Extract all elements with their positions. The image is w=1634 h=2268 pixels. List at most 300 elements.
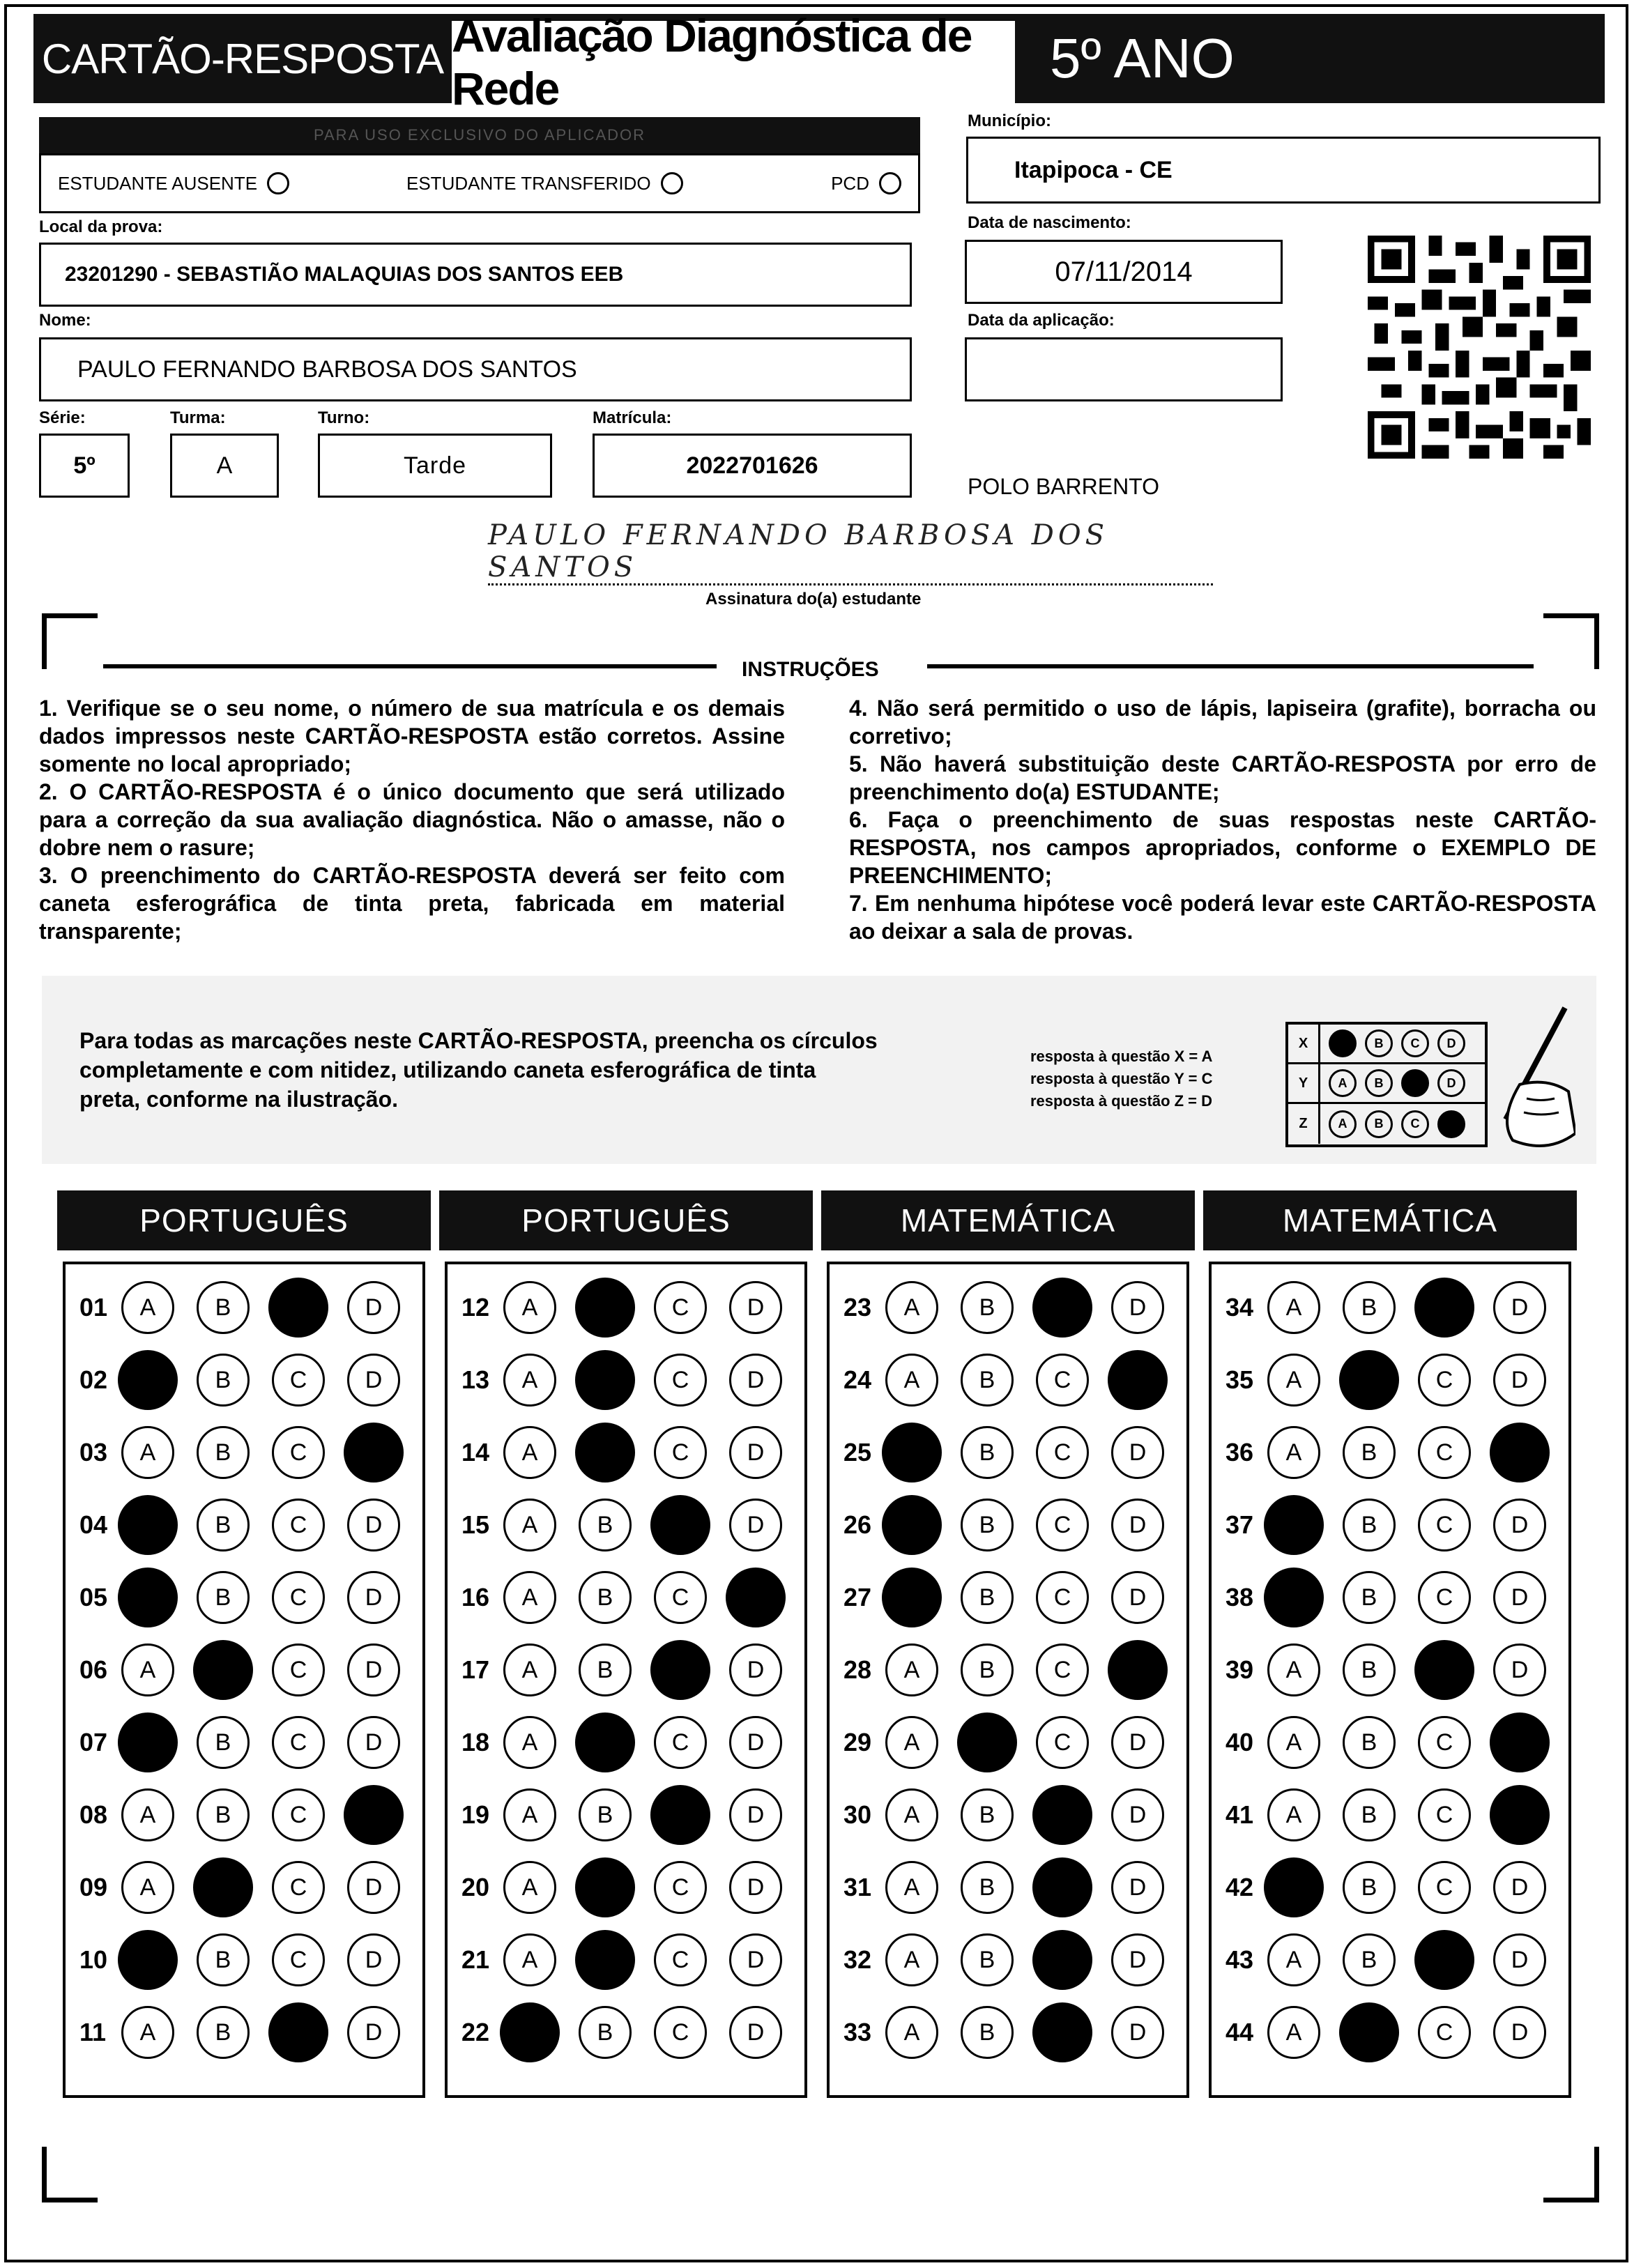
answer-bubble[interactable]: A [503,1933,556,1986]
question-row [448,1851,804,1924]
answer-bubble[interactable]: B [197,1354,250,1407]
answer-bubble[interactable]: A [1267,1426,1320,1479]
answer-bubble[interactable]: A [885,2006,938,2059]
answer-bubble[interactable]: A [503,1281,556,1334]
answer-bubble[interactable]: B [961,1281,1014,1334]
answer-bubble[interactable]: C [1036,1643,1089,1696]
answer-bubble[interactable]: C [654,1426,707,1479]
answer-bubble[interactable]: C [654,1281,707,1334]
question-number: 42 [1226,1873,1254,1901]
answer-bubble[interactable]: A [1267,1716,1320,1769]
answer-bubble[interactable]: A [121,1788,174,1841]
answer-bubble-filled[interactable] [575,1930,635,1990]
example-line: resposta à questão Z = D [1030,1092,1213,1110]
answer-bubble[interactable]: B [1343,1643,1396,1696]
answer-bubble[interactable]: C [654,1354,707,1407]
answer-bubble[interactable]: C [654,2006,707,2059]
answer-bubble[interactable]: B [579,1499,632,1551]
answer-bubble[interactable]: C [272,1933,325,1986]
answer-bubble[interactable]: A [885,1281,938,1334]
answer-bubble[interactable]: D [347,2006,400,2059]
matricula-field: 2022701626 [593,434,912,498]
answer-bubble[interactable]: C [272,1643,325,1696]
answer-bubble[interactable]: C [272,1788,325,1841]
example-bubble [1401,1069,1429,1097]
answer-bubble[interactable]: C [654,1716,707,1769]
answer-bubble-filled[interactable] [118,1930,178,1990]
absent-option[interactable] [58,172,385,194]
question-number: 15 [461,1510,490,1539]
answer-bubble[interactable]: C [1418,1716,1471,1769]
answer-bubble[interactable]: B [197,1788,250,1841]
answer-bubble-filled[interactable] [1490,1785,1550,1845]
answer-bubble[interactable]: D [347,1716,400,1769]
answer-bubble[interactable]: C [654,1571,707,1624]
answer-bubble[interactable]: B [961,1933,1014,1986]
question-row [1212,1561,1568,1634]
answer-bubble[interactable]: A [503,1861,556,1914]
question-row [448,1489,804,1561]
answer-bubble[interactable]: B [197,2006,250,2059]
answer-bubble[interactable]: C [1418,1426,1471,1479]
answer-bubble[interactable]: A [885,1788,938,1841]
answer-bubble[interactable]: B [1343,1571,1396,1624]
answer-bubble[interactable]: C [1418,1788,1471,1841]
answer-bubble[interactable]: B [197,1499,250,1551]
answer-bubble[interactable]: C [1418,1354,1471,1407]
answer-bubble[interactable]: D [1493,1861,1546,1914]
answer-bubble-filled[interactable] [1264,1857,1324,1917]
answer-bubble-filled[interactable] [1490,1423,1550,1482]
example-key: Y [1288,1064,1320,1102]
answer-bubble[interactable]: C [272,1716,325,1769]
question-number: 34 [1226,1293,1254,1321]
answer-bubble[interactable]: C [1036,1716,1089,1769]
answer-bubble-filled[interactable] [118,1350,178,1410]
answer-bubble[interactable]: A [121,1643,174,1696]
answer-bubble[interactable]: D [1493,1354,1546,1407]
example-bubble [1329,1029,1357,1057]
answer-bubble[interactable]: A [503,1788,556,1841]
question-number: 02 [79,1365,108,1394]
answer-bubble[interactable]: A [1267,1788,1320,1841]
answer-bubble[interactable]: A [121,2006,174,2059]
answer-bubble[interactable]: D [1111,1571,1164,1624]
nome-label: Nome: [39,311,91,330]
answer-bubble[interactable]: B [961,1643,1014,1696]
answer-bubble[interactable]: A [1267,1354,1320,1407]
answer-bubble-filled[interactable] [882,1568,942,1627]
answer-bubble[interactable]: D [347,1933,400,1986]
answer-bubble[interactable]: B [1343,1499,1396,1551]
question-row [830,1271,1186,1344]
answer-bubble[interactable]: C [272,1861,325,1914]
answer-bubble[interactable]: B [961,1571,1014,1624]
answer-bubble[interactable]: C [1036,1571,1089,1624]
answer-bubble-filled[interactable] [575,1350,635,1410]
answer-bubble[interactable]: D [1111,1426,1164,1479]
pcd-option[interactable] [831,172,901,194]
qr-code-icon [1368,236,1591,459]
nome-field: PAULO FERNANDO BARBOSA DOS SANTOS [39,337,912,401]
answer-bubble[interactable]: B [197,1933,250,1986]
section-answer-grid [445,1262,807,2098]
answer-bubble[interactable]: D [729,1643,782,1696]
question-row [1212,1851,1568,1924]
answer-bubble[interactable]: D [729,1788,782,1841]
answer-bubble[interactable]: D [729,1499,782,1551]
question-number: 19 [461,1800,490,1829]
example-bubble: B [1365,1110,1393,1138]
answer-bubble-filled[interactable] [193,1857,253,1917]
section-answer-grid [63,1262,425,2098]
answer-bubble[interactable]: B [1343,1716,1396,1769]
question-row [830,1634,1186,1706]
answer-bubble[interactable]: B [961,2006,1014,2059]
answer-bubble[interactable]: C [654,1933,707,1986]
answer-bubble-filled[interactable] [1032,2002,1092,2062]
answer-bubble[interactable]: A [885,1354,938,1407]
section-answer-grid [1209,1262,1571,2098]
question-row [66,1851,422,1924]
instruction-7: 7. Em nenhuma hipótese você poderá levar este CARTÃO-RESPOSTA ao deixar a sala de provas. [849,891,1596,944]
applicator-options [39,153,920,213]
exam-title: Avaliação Diagnóstica de Rede [452,21,1015,103]
transferred-label: ESTUDANTE TRANSFERIDO [406,172,651,194]
instruction-3: 3. O preenchimento do CARTÃO-RESPOSTA deverá ser feito com caneta esferográfica de tinta preta, fabricada em material transparente; [39,863,785,944]
question-number: 06 [79,1655,108,1684]
answer-bubble[interactable]: D [1111,1499,1164,1551]
answer-bubble[interactable]: A [503,1426,556,1479]
example-row [1288,1025,1485,1064]
answer-bubble[interactable]: C [1418,1571,1471,1624]
answer-bubble[interactable]: B [1343,1281,1396,1334]
answer-bubble[interactable]: A [121,1426,174,1479]
hand-pen-icon [1478,1001,1575,1154]
question-row [830,1489,1186,1561]
question-row [448,1924,804,1996]
answer-bubble-filled[interactable] [1032,1785,1092,1845]
answer-bubble[interactable]: A [121,1861,174,1914]
answer-bubble-filled[interactable] [575,1278,635,1338]
answer-bubble-filled[interactable] [726,1568,786,1627]
question-row [448,1344,804,1416]
question-row [1212,1489,1568,1561]
question-row [830,1851,1186,1924]
answer-bubble[interactable]: B [197,1426,250,1479]
answer-bubble[interactable]: D [1493,1571,1546,1624]
answer-bubble[interactable]: D [729,1861,782,1914]
question-number: 09 [79,1873,108,1901]
answer-bubble[interactable]: C [272,1571,325,1624]
question-number: 14 [461,1438,490,1466]
answer-bubble[interactable]: D [347,1643,400,1696]
answer-bubble[interactable]: D [729,1716,782,1769]
answer-bubble[interactable]: A [1267,2006,1320,2059]
answer-bubble[interactable]: A [885,1861,938,1914]
answer-bubble-filled[interactable] [882,1495,942,1555]
answer-bubble[interactable]: D [1493,1281,1546,1334]
answer-bubble-filled[interactable] [650,1640,710,1700]
turno-field: Tarde [318,434,552,498]
answer-bubble[interactable]: D [1111,1788,1164,1841]
applicator-heading: PARA USO EXCLUSIVO DO APLICADOR [39,117,920,153]
answer-bubble[interactable]: B [1343,1933,1396,1986]
answer-bubble-filled[interactable] [1032,1930,1092,1990]
example-row [1288,1064,1485,1104]
answer-bubble[interactable]: B [961,1499,1014,1551]
answer-bubble-filled[interactable] [344,1785,404,1845]
answer-bubble-filled[interactable] [1108,1640,1168,1700]
question-row [830,1924,1186,1996]
answer-bubble[interactable]: C [1418,1499,1471,1551]
answer-bubble[interactable]: C [272,1426,325,1479]
answer-bubble-filled[interactable] [575,1857,635,1917]
answer-bubble[interactable]: A [503,1643,556,1696]
question-number: 30 [843,1800,872,1829]
nascimento-field: 07/11/2014 [965,240,1283,304]
pcd-label: PCD [831,172,869,194]
answer-bubble-filled[interactable] [1032,1857,1092,1917]
answer-bubble[interactable]: D [1493,2006,1546,2059]
question-row [66,1416,422,1489]
answer-bubble[interactable]: C [272,1499,325,1551]
answer-bubble[interactable]: D [347,1861,400,1914]
question-row [1212,1779,1568,1851]
instructions-left [39,694,785,945]
answer-bubble-filled[interactable] [650,1495,710,1555]
answer-bubble[interactable]: B [197,1716,250,1769]
answer-bubble[interactable]: A [885,1643,938,1696]
question-number: 07 [79,1728,108,1756]
answer-bubble[interactable]: A [503,1499,556,1551]
question-number: 12 [461,1293,490,1321]
example-bubble: C [1401,1110,1429,1138]
serie-label: Série: [39,408,86,427]
answer-bubble[interactable]: C [1036,1426,1089,1479]
question-number: 08 [79,1800,108,1829]
instruction-2: 2. O CARTÃO-RESPOSTA é o único documento que será utilizado para a correção da sua avaliação diagnóstica. Não o amasse, não o dobre nem o rasure; [39,779,785,860]
example-line: resposta à questão Y = C [1030,1070,1213,1087]
answer-bubble[interactable]: D [729,2006,782,2059]
answer-bubble[interactable]: A [121,1281,174,1334]
example-bubble [1437,1110,1465,1138]
answer-bubble[interactable]: B [579,1643,632,1696]
signature-handwriting: PAULO FERNANDO BARBOSA DOS SANTOS [488,519,1109,583]
question-number: 13 [461,1365,490,1394]
instructions-rule-right [927,664,1534,668]
answer-bubble-filled[interactable] [344,1423,404,1482]
answer-bubble-filled[interactable] [1264,1495,1324,1555]
question-number: 43 [1226,1945,1254,1974]
question-row [830,1561,1186,1634]
grade-title: 5º ANO [1050,27,1235,89]
answer-bubble[interactable]: B [579,1571,632,1624]
answer-bubble[interactable]: D [729,1426,782,1479]
municipio-label: Município: [968,112,1051,130]
example-bubble: D [1437,1069,1465,1097]
section-title: MATEMÁTICA [1203,1190,1577,1250]
answer-bubble[interactable]: A [503,1716,556,1769]
question-number: 28 [843,1655,872,1684]
answer-bubble[interactable]: B [579,1788,632,1841]
answer-bubble-filled[interactable] [1414,1930,1474,1990]
question-number: 27 [843,1583,872,1611]
answer-bubble-filled[interactable] [1414,1640,1474,1700]
answer-bubble-filled[interactable] [500,2002,560,2062]
answer-bubble[interactable]: D [1111,1933,1164,1986]
answer-bubble[interactable]: A [885,1716,938,1769]
answer-bubble[interactable]: A [1267,1933,1320,1986]
question-row [448,1271,804,1344]
question-row [830,1344,1186,1416]
answer-bubble[interactable]: D [1111,2006,1164,2059]
question-row [66,1924,422,1996]
answer-bubble[interactable]: B [197,1281,250,1334]
instruction-6: 6. Faça o preenchimento de suas respostas neste CARTÃO-RESPOSTA, nos campos apropriados, conforme o EXEMPLO DE PREENCHIMENTO; [849,807,1596,888]
example-text: Para todas as marcações neste CARTÃO-RESPOSTA, preencha os círculos completamente e com nitidez, utilizando caneta esferográfica de tinta preta, conforme na ilustração. [79,1028,878,1112]
question-row [448,1779,804,1851]
answer-bubble-filled[interactable] [882,1423,942,1482]
answer-bubble[interactable]: B [961,1354,1014,1407]
question-row [448,1561,804,1634]
question-number: 38 [1226,1583,1254,1611]
answer-bubble[interactable]: A [503,1571,556,1624]
answer-bubble[interactable]: D [347,1499,400,1551]
answer-bubble[interactable]: D [347,1571,400,1624]
absent-label: ESTUDANTE AUSENTE [58,172,258,194]
answer-bubble[interactable]: B [1343,1861,1396,1914]
answer-bubble-filled[interactable] [1032,1278,1092,1338]
question-number: 17 [461,1655,490,1684]
nascimento-label: Data de nascimento: [968,213,1131,232]
matricula-label: Matrícula: [593,408,672,427]
answer-bubble[interactable]: B [197,1571,250,1624]
section-title: MATEMÁTICA [821,1190,1195,1250]
section-answer-grid [827,1262,1189,2098]
question-number: 25 [843,1438,872,1466]
answer-bubble[interactable]: A [1267,1643,1320,1696]
answer-bubble[interactable]: C [1036,1354,1089,1407]
answer-bubble[interactable]: A [885,1933,938,1986]
answer-bubble[interactable]: D [1493,1643,1546,1696]
answer-bubble[interactable]: D [1493,1933,1546,1986]
answer-bubble[interactable]: B [1343,1788,1396,1841]
question-row [1212,1924,1568,1996]
answer-bubble[interactable]: D [729,1933,782,1986]
answer-bubble-filled[interactable] [1339,1350,1399,1410]
answer-bubble[interactable]: D [1111,1281,1164,1334]
municipio-field: Itapipoca - CE [966,137,1601,204]
turma-label: Turma: [170,408,226,427]
answer-bubble[interactable]: B [579,2006,632,2059]
example-row [1288,1104,1485,1144]
example-bubble: A [1329,1069,1357,1097]
question-number: 33 [843,2018,872,2046]
answer-bubble[interactable]: D [1111,1861,1164,1914]
example-bubble: D [1437,1029,1465,1057]
example-key: Z [1288,1104,1320,1144]
answer-bubble[interactable]: B [961,1788,1014,1841]
answer-bubble-filled[interactable] [575,1713,635,1772]
answer-bubble-filled[interactable] [268,1278,328,1338]
example-answers [1030,1045,1212,1112]
answer-bubble[interactable]: D [1111,1716,1164,1769]
answer-bubble-filled[interactable] [575,1423,635,1482]
signature-line[interactable] [488,519,1213,585]
answer-bubble[interactable]: C [654,1861,707,1914]
question-number: 24 [843,1365,872,1394]
question-row [1212,1416,1568,1489]
answer-bubble[interactable]: D [1493,1499,1546,1551]
instruction-4: 4. Não será permitido o uso de lápis, lapiseira (grafite), borracha ou corretivo; [849,696,1596,749]
answer-bubble[interactable]: B [961,1861,1014,1914]
example-bubble: B [1365,1029,1393,1057]
local-field: 23201290 - SEBASTIÃO MALAQUIAS DOS SANTOS EEB [39,243,912,307]
answer-bubble-filled[interactable] [118,1713,178,1772]
transferred-radio[interactable] [661,172,683,194]
instructions-rule-left [103,664,717,668]
answer-bubble-filled[interactable] [650,1785,710,1845]
corner-mark-top-left [42,613,98,669]
question-number: 10 [79,1945,108,1974]
answer-bubble-filled[interactable] [118,1495,178,1555]
answer-bubble-filled[interactable] [1108,1350,1168,1410]
answer-bubble-filled[interactable] [1414,1278,1474,1338]
pcd-radio[interactable] [879,172,901,194]
turno-label: Turno: [318,408,370,427]
answer-bubble[interactable]: D [729,1281,782,1334]
question-row [448,1706,804,1779]
answer-bubble[interactable]: B [961,1426,1014,1479]
question-row [1212,1634,1568,1706]
answer-bubble[interactable]: D [347,1354,400,1407]
question-row [830,1416,1186,1489]
question-number: 01 [79,1293,108,1321]
question-row [66,1779,422,1851]
answer-bubble[interactable]: C [272,1354,325,1407]
question-number: 05 [79,1583,108,1611]
answer-bubble[interactable]: A [1267,1281,1320,1334]
question-row [66,1996,422,2069]
question-row [1212,1344,1568,1416]
question-number: 32 [843,1945,872,1974]
turma-field: A [170,434,279,498]
question-row [1212,1271,1568,1344]
answer-bubble[interactable]: D [347,1281,400,1334]
answer-bubble-filled[interactable] [268,2002,328,2062]
answer-bubble[interactable]: C [1036,1499,1089,1551]
answer-bubble[interactable]: A [503,1354,556,1407]
answer-bubble-filled[interactable] [1490,1713,1550,1772]
answer-bubble-filled[interactable] [193,1640,253,1700]
answer-bubble[interactable]: B [1343,1426,1396,1479]
polo-text: POLO BARRENTO [968,474,1160,499]
absent-radio[interactable] [267,172,289,194]
aplicacao-label: Data da aplicação: [968,311,1115,330]
question-number: 20 [461,1873,490,1901]
answer-bubble-filled[interactable] [1339,2002,1399,2062]
answer-bubble-filled[interactable] [1264,1568,1324,1627]
answer-bubble[interactable]: C [1418,1861,1471,1914]
answer-bubble[interactable]: D [729,1354,782,1407]
answer-bubble-filled[interactable] [118,1568,178,1627]
signature-label: Assinatura do(a) estudante [705,590,922,608]
question-number: 31 [843,1873,872,1901]
answer-bubble[interactable]: C [1418,2006,1471,2059]
answer-bubble-filled[interactable] [957,1713,1017,1772]
transferred-option[interactable] [406,172,825,194]
